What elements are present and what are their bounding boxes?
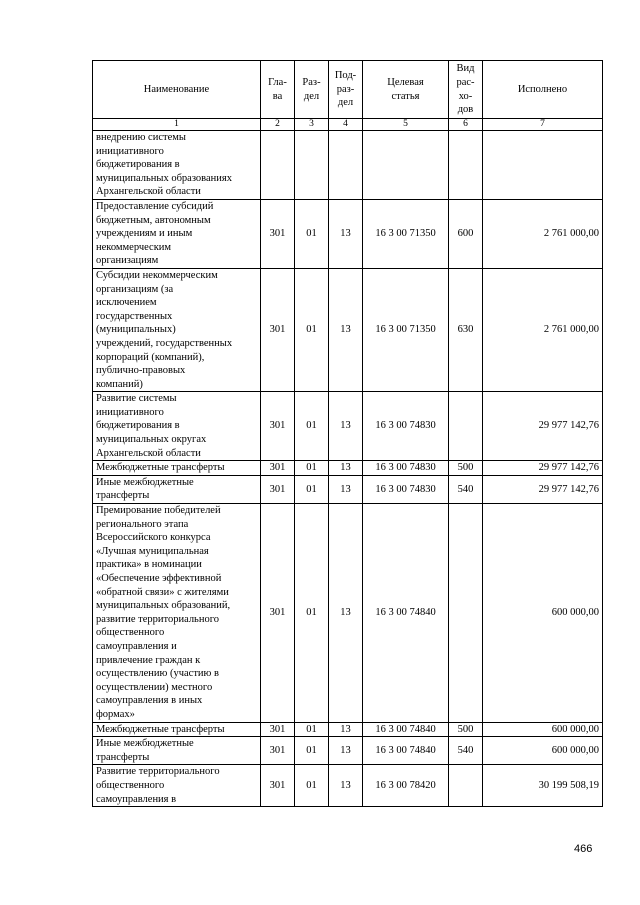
row-value: 600 000,00 <box>483 504 603 723</box>
row-statya: 16 3 00 78420 <box>363 765 449 807</box>
table-row <box>93 765 603 807</box>
row-vid <box>449 131 483 200</box>
row-name: Межбюджетные трансферты <box>93 461 261 476</box>
row-statya: 16 3 00 74840 <box>363 737 449 765</box>
table-row <box>93 131 603 200</box>
row-glava: 301 <box>261 504 295 723</box>
row-name: внедрению системы инициативного бюджетирования в муниципальных образованиях Архангельской области <box>93 131 261 200</box>
row-podrazdel <box>329 131 363 200</box>
table-row <box>93 392 603 461</box>
row-name: Иные межбюджетные трансферты <box>93 475 261 503</box>
row-podrazdel: 13 <box>329 461 363 476</box>
row-glava: 301 <box>261 475 295 503</box>
row-statya <box>363 131 449 200</box>
col-number: 7 <box>483 119 603 131</box>
row-value: 29 977 142,76 <box>483 392 603 461</box>
row-value: 29 977 142,76 <box>483 461 603 476</box>
row-vid: 500 <box>449 461 483 476</box>
col-header-vid: Вид рас- хо- дов <box>449 61 483 119</box>
row-name: Развитие системы инициативного бюджетирования в муниципальных округах Архангельской области <box>93 392 261 461</box>
row-podrazdel: 13 <box>329 504 363 723</box>
row-vid: 540 <box>449 737 483 765</box>
row-razdel: 01 <box>295 268 329 391</box>
row-statya: 16 3 00 74840 <box>363 504 449 723</box>
row-razdel <box>295 131 329 200</box>
col-header-glava: Гла- ва <box>261 61 295 119</box>
row-name: Межбюджетные трансферты <box>93 722 261 737</box>
row-statya: 16 3 00 74840 <box>363 722 449 737</box>
row-name: Предоставление субсидий бюджетным, автономным учреждениям и иным некоммерческим организациям <box>93 199 261 268</box>
row-glava <box>261 131 295 200</box>
row-podrazdel: 13 <box>329 765 363 807</box>
row-name: Развитие территориального общественного самоуправления в <box>93 765 261 807</box>
row-podrazdel: 13 <box>329 199 363 268</box>
col-number: 6 <box>449 119 483 131</box>
row-value: 600 000,00 <box>483 737 603 765</box>
row-glava: 301 <box>261 737 295 765</box>
row-statya: 16 3 00 71350 <box>363 199 449 268</box>
row-glava: 301 <box>261 268 295 391</box>
col-header-name: Наименование <box>93 61 261 119</box>
table-row <box>93 461 603 476</box>
row-glava: 301 <box>261 199 295 268</box>
col-header-statya: Целевая статья <box>363 61 449 119</box>
row-glava: 301 <box>261 392 295 461</box>
row-value: 600 000,00 <box>483 722 603 737</box>
row-razdel: 01 <box>295 504 329 723</box>
col-number: 3 <box>295 119 329 131</box>
row-vid: 600 <box>449 199 483 268</box>
row-vid: 630 <box>449 268 483 391</box>
row-value: 2 761 000,00 <box>483 199 603 268</box>
row-razdel: 01 <box>295 722 329 737</box>
row-vid: 500 <box>449 722 483 737</box>
row-name: Субсидии некоммерческим организациям (за исключением государственных (муниципальных) учреждений, государственных корпораций (компаний), публично-правовых компаний) <box>93 268 261 391</box>
row-razdel: 01 <box>295 475 329 503</box>
row-value: 30 199 508,19 <box>483 765 603 807</box>
row-statya: 16 3 00 74830 <box>363 392 449 461</box>
column-number-row <box>93 119 603 131</box>
row-razdel: 01 <box>295 737 329 765</box>
row-vid: 540 <box>449 475 483 503</box>
row-vid <box>449 765 483 807</box>
row-name: Премирование победителей регионального этапа Всероссийского конкурса «Лучшая муниципальная практика» в номинации «Обеспечение эффективной «обратной связи» с жителями муниципальных образований, развитие территориального общественного самоуправления и привлечение граждан к осуществлению (участию в осуществлении) местного самоуправления в иных формах» <box>93 504 261 723</box>
row-razdel: 01 <box>295 765 329 807</box>
row-podrazdel: 13 <box>329 722 363 737</box>
row-glava: 301 <box>261 461 295 476</box>
header-row <box>93 61 603 119</box>
table-row <box>93 268 603 391</box>
row-podrazdel: 13 <box>329 737 363 765</box>
row-razdel: 01 <box>295 199 329 268</box>
row-podrazdel: 13 <box>329 475 363 503</box>
row-glava: 301 <box>261 765 295 807</box>
row-podrazdel: 13 <box>329 392 363 461</box>
table-row <box>93 722 603 737</box>
row-value: 2 761 000,00 <box>483 268 603 391</box>
row-name: Иные межбюджетные трансферты <box>93 737 261 765</box>
col-number: 4 <box>329 119 363 131</box>
row-value: 29 977 142,76 <box>483 475 603 503</box>
budget-table <box>92 60 603 807</box>
row-vid <box>449 504 483 723</box>
row-statya: 16 3 00 74830 <box>363 475 449 503</box>
row-statya: 16 3 00 74830 <box>363 461 449 476</box>
table-row <box>93 737 603 765</box>
row-value <box>483 131 603 200</box>
col-header-podrazdel: Под- раз- дел <box>329 61 363 119</box>
table-row <box>93 199 603 268</box>
col-header-razdel: Раз- дел <box>295 61 329 119</box>
page-number: 466 <box>574 843 593 855</box>
row-razdel: 01 <box>295 392 329 461</box>
table-row <box>93 504 603 723</box>
row-podrazdel: 13 <box>329 268 363 391</box>
col-number: 2 <box>261 119 295 131</box>
col-number: 1 <box>93 119 261 131</box>
col-number: 5 <box>363 119 449 131</box>
row-statya: 16 3 00 71350 <box>363 268 449 391</box>
row-razdel: 01 <box>295 461 329 476</box>
row-glava: 301 <box>261 722 295 737</box>
table-row <box>93 475 603 503</box>
row-vid <box>449 392 483 461</box>
col-header-ispolneno: Исполнено <box>483 61 603 119</box>
table-body <box>93 131 603 807</box>
